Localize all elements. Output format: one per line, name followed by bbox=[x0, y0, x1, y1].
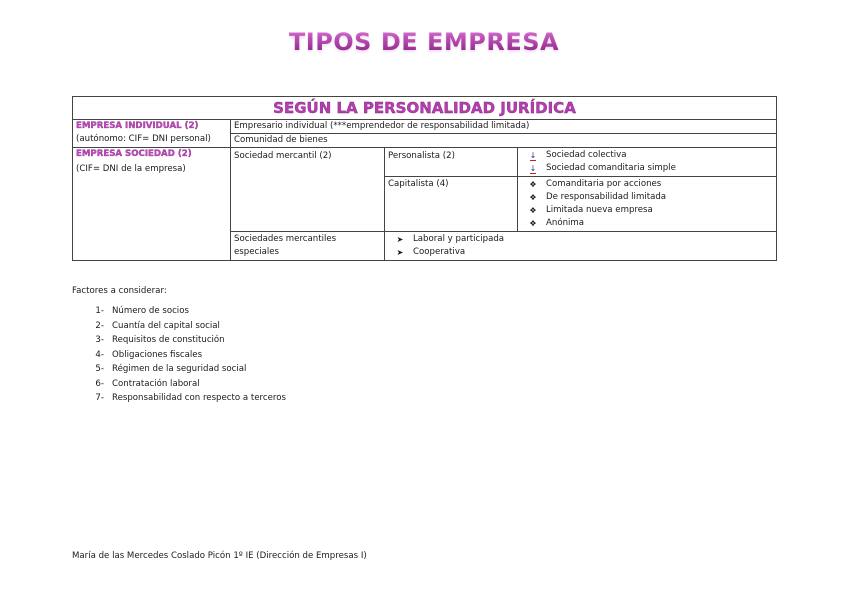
table-subtitle: SEGÚN LA PERSONALIDAD JURÍDICA bbox=[73, 97, 777, 120]
diamond-bullet-icon: ❖ bbox=[529, 206, 537, 215]
diamond-bullet-icon: ❖ bbox=[529, 219, 537, 228]
list-item: 3- Requisitos de constitución bbox=[95, 335, 225, 345]
diamond-bullet-icon: ❖ bbox=[529, 180, 537, 189]
down-arrow-icon: ↓ bbox=[529, 164, 537, 173]
diamond-bullet-icon: ❖ bbox=[529, 193, 537, 202]
list-item: ↓ Sociedad comanditaria simple bbox=[521, 162, 773, 175]
factors-list bbox=[72, 304, 286, 406]
sociedad-note: (CIF= DNI de la empresa) bbox=[76, 164, 186, 174]
individual-note: (autónomo: CIF= DNI personal) bbox=[76, 134, 211, 144]
list-item: ↓ Sociedad colectiva bbox=[521, 149, 773, 162]
personalista-cell: Personalista (2) bbox=[385, 148, 518, 177]
capitalista-cell: Capitalista (4) bbox=[385, 177, 518, 232]
especiales-cell: Sociedades mercantiles especiales bbox=[231, 232, 385, 261]
individual-cell bbox=[73, 120, 231, 148]
list-item: 1- Número de socios bbox=[95, 306, 189, 316]
arrowhead-bullet-icon: ➤ bbox=[396, 248, 404, 257]
down-arrow-icon: ↓ bbox=[529, 151, 537, 160]
author-footer: María de las Mercedes Coslado Picón 1º IE (Dirección de Empresas I) bbox=[72, 551, 367, 561]
sociedad-label: EMPRESA SOCIEDAD (2) bbox=[76, 149, 192, 159]
list-item: 6- Contratación laboral bbox=[95, 378, 200, 389]
individual-row-2: Comunidad de bienes bbox=[231, 134, 777, 148]
document-title: TIPOS DE EMPRESA bbox=[0, 28, 848, 56]
list-item: 2- Cuantía del capital social bbox=[95, 320, 220, 331]
list-item: ❖ Limitada nueva empresa bbox=[521, 204, 773, 217]
list-item: 5- Régimen de la seguridad social bbox=[95, 364, 247, 374]
factors-section bbox=[72, 286, 286, 406]
factors-heading: Factores a considerar: bbox=[72, 286, 167, 296]
individual-label: EMPRESA INDIVIDUAL (2) bbox=[76, 121, 199, 131]
sociedad-cell bbox=[73, 148, 231, 261]
individual-row-1: Empresario individual (***emprendedor de responsabilidad limitada) bbox=[231, 120, 777, 134]
list-item: ❖ Anónima bbox=[521, 217, 773, 230]
arrowhead-bullet-icon: ➤ bbox=[396, 235, 404, 244]
mercantil-cell: Sociedad mercantil (2) bbox=[231, 148, 385, 232]
list-item: ➤ Cooperativa bbox=[388, 246, 773, 259]
company-types-table bbox=[72, 96, 777, 261]
list-item: 4- Obligaciones fiscales bbox=[95, 349, 203, 360]
list-item: 7- Responsabilidad con respecto a terceros bbox=[95, 393, 286, 403]
personalista-list bbox=[518, 148, 777, 177]
capitalista-list bbox=[518, 177, 777, 232]
list-item: ❖ Comanditaria por acciones bbox=[521, 178, 773, 191]
list-item: ➤ Laboral y participada bbox=[388, 233, 773, 246]
especiales-list bbox=[385, 232, 777, 261]
list-item: ❖ De responsabilidad limitada bbox=[521, 191, 773, 204]
